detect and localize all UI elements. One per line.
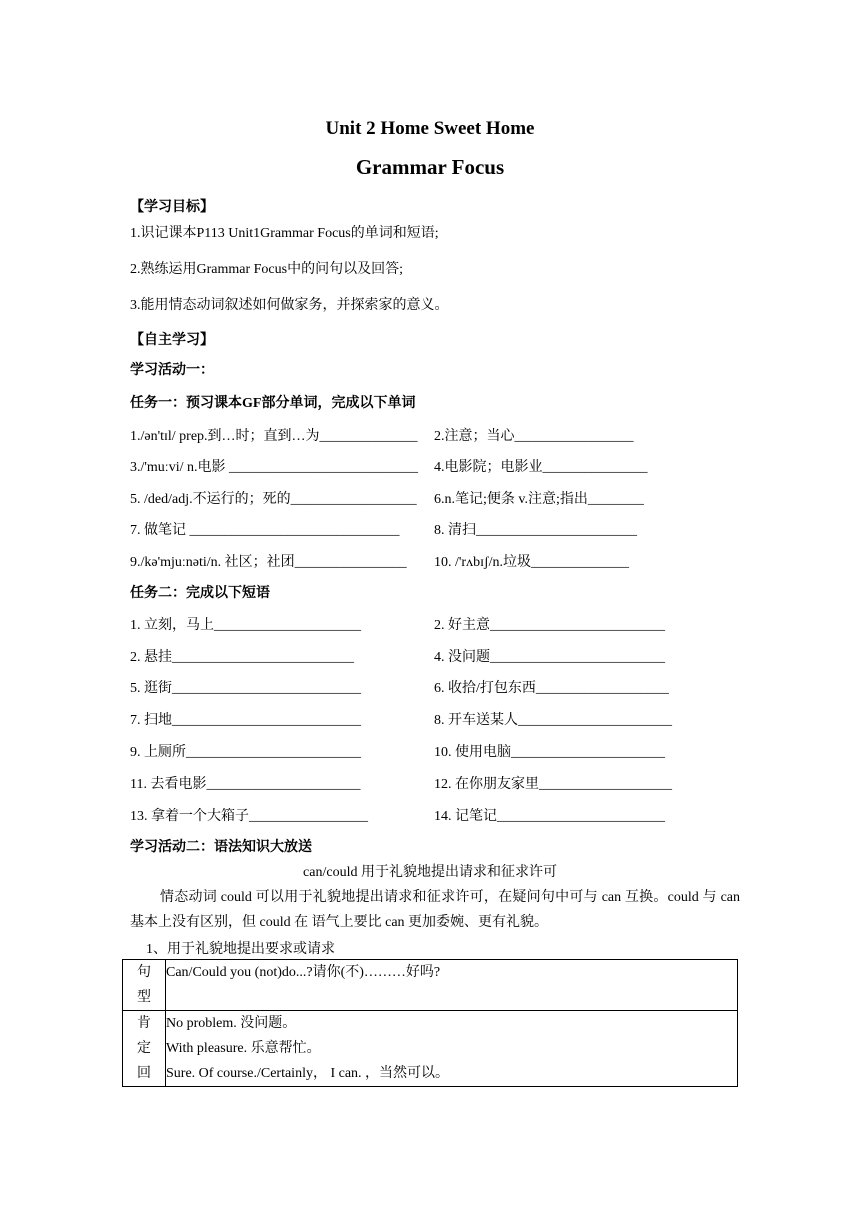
table-row: [123, 1011, 738, 1087]
phrase-item: 11. 去看电影______________________: [130, 777, 361, 792]
row-label-char: 回: [137, 1066, 151, 1081]
row-content: [166, 1011, 738, 1087]
phrase-item: 1. 立刻，马上_____________________: [130, 618, 361, 633]
row-line: With pleasure. 乐意帮忙。: [166, 1041, 321, 1056]
unit-title: Unit 2 Home Sweet Home: [325, 118, 535, 139]
phrase-item: 7. 扫地___________________________: [130, 713, 361, 728]
row-content: [166, 960, 738, 1011]
word-item: 9./kə'mjuːnəti/n. 社区；社团________________: [130, 555, 407, 570]
row-label-char: 型: [137, 990, 151, 1005]
phrase-item: 2. 悬挂__________________________: [130, 650, 354, 665]
activity1-heading: 学习活动一：: [130, 363, 214, 378]
task2-heading: 任务二：完成以下短语: [130, 586, 270, 601]
row-label: [123, 960, 166, 1011]
phrase-item: 13. 拿着一个大箱子_________________: [130, 809, 368, 824]
word-item: 1./ən'tɪl/ prep.到…时；直到…为______________: [130, 429, 418, 444]
row-label: [123, 1011, 166, 1087]
objective-item: 2.熟练运用Grammar Focus中的问句以及回答;: [130, 262, 403, 277]
objective-item: 3.能用情态动词叙述如何做家务，并探索家的意义。: [130, 298, 449, 313]
phrase-item: 2. 好主意_________________________: [434, 618, 665, 633]
grammar-table: [122, 959, 738, 1087]
word-item: 2.注意；当心_________________: [434, 429, 634, 444]
word-item: 10. /'rʌbɪʃ/n.垃圾______________: [434, 555, 630, 570]
phrase-item: 12. 在你朋友家里___________________: [434, 777, 672, 792]
grammar-paragraph: 情态动词 could 可以用于礼貌地提出请求和征求许可，在疑问句中可与 can 互换。could 与 can 基本上没有区别，但 could 在 语气上要比 can 更加委婉、更有礼貌。: [130, 890, 740, 930]
row-label-char: 肯: [137, 1016, 151, 1031]
phrase-item: 10. 使用电脑______________________: [434, 745, 665, 760]
objectives-heading: 【学习目标】: [130, 200, 214, 215]
word-item: 7. 做笔记 ______________________________: [130, 523, 400, 538]
word-item: 4.电影院；电影业_______________: [434, 460, 648, 475]
grammar-point: 1、用于礼貌地提出要求或请求: [146, 942, 335, 957]
table-row: [123, 960, 738, 1011]
word-item: 5. /ded/adj.不运行的；死的__________________: [130, 492, 417, 507]
phrase-item: 4. 没问题_________________________: [434, 650, 665, 665]
self-study-heading: 【自主学习】: [130, 333, 214, 348]
grammar-topic: can/could 用于礼貌地提出请求和征求许可: [303, 865, 557, 880]
phrase-item: 14. 记笔记________________________: [434, 809, 665, 824]
row-line: Can/Could you (not)do...?请你(不)………好吗?: [166, 965, 441, 980]
word-item: 8. 清扫_______________________: [434, 523, 637, 538]
section-title: Grammar Focus: [355, 155, 505, 179]
row-line: No problem. 没问题。: [166, 1016, 297, 1031]
phrase-item: 5. 逛街___________________________: [130, 681, 361, 696]
row-label-char: 定: [137, 1041, 151, 1056]
row-line: Sure. Of course./Certainly， I can. ，当然可以。: [166, 1066, 450, 1081]
objective-item: 1.识记课本P113 Unit1Grammar Focus的单词和短语;: [130, 226, 439, 241]
word-item: 3./'muːvi/ n.电影 ___________________________: [130, 460, 418, 475]
activity2-heading: 学习活动二：语法知识大放送: [130, 840, 312, 855]
phrase-item: 6. 收拾/打包东西___________________: [434, 681, 669, 696]
phrase-item: 8. 开车送某人______________________: [434, 713, 672, 728]
row-label-char: 句: [137, 965, 151, 980]
task1-heading: 任务一：预习课本GF部分单词，完成以下单词: [130, 396, 416, 411]
word-item: 6.n.笔记;便条 v.注意;指出________: [434, 492, 644, 507]
phrase-item: 9. 上厕所_________________________: [130, 745, 361, 760]
